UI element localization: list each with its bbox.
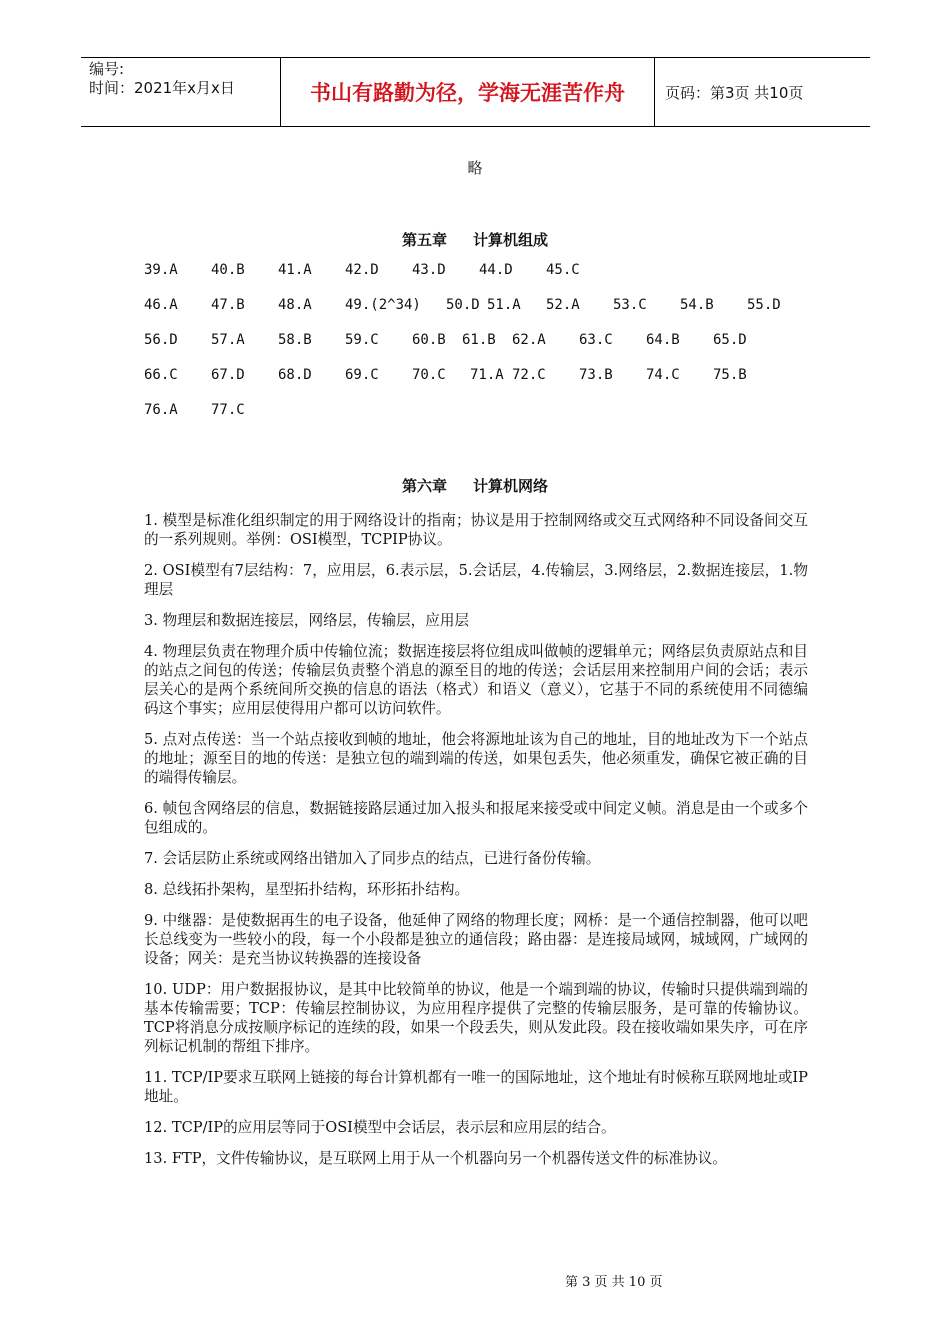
answer: 70.C xyxy=(412,367,446,383)
chapter5-title xyxy=(0,229,950,250)
qa-item: 11. TCP/IP要求互联网上链接的每台计算机都有一唯一的国际地址，这个地址有时候称互联网地址或IP地址。 xyxy=(144,1069,809,1105)
qa-item: 1. 模型是标准化组织制定的用于网络设计的指南；协议是用于控制网络或交互式网络种不同设备间交互的一系列规则。举例：OSI模型，TCPIP协议。 xyxy=(144,512,808,548)
answer: 55.D xyxy=(747,297,781,313)
answer: 64.B xyxy=(646,332,680,348)
qa-item: 5. 点对点传送：当一个站点接收到帧的地址，他会将源地址该为自己的地址，目的地址改为下一个站点的地址；源至目的地的传送：是独立包的端到端的传送，如果包丢失，他必须重发，确保它被正确的目的端得传输层。 xyxy=(144,731,808,786)
chapter5-name: 计算机组成 xyxy=(473,231,549,249)
answer: 58.B xyxy=(278,332,312,348)
answer: 65.D xyxy=(713,332,747,348)
qa-item: 7. 会话层防止系统或网络出错加入了同步点的结点，已进行备份传输。 xyxy=(144,850,601,867)
qa-item: 8. 总线拓扑架构，星型拓扑结构，环形拓扑结构。 xyxy=(144,881,470,898)
answer: 61.B xyxy=(462,332,496,348)
answer: 66.C xyxy=(144,367,178,383)
answer: 52.A xyxy=(546,297,580,313)
chapter6-title xyxy=(0,475,950,496)
answer: 75.B xyxy=(713,367,747,383)
footer-page-number: 第 3 页 共 10 页 xyxy=(565,1275,663,1290)
answer: 45.C xyxy=(546,262,580,278)
qa-item: 4. 物理层负责在物理介质中传输位流；数据连接层将位组成叫做帧的逻辑单元；网络层负责原站点和目的站点之间包的传送；传输层负责整个消息的源至目的地的传送；会话层用来控制用户间的会话；表示层关心的是两个系统间所交换的信息的语法（格式）和语义（意义），它基于不同的系统使用不同德编码这个事实；应用层使得用户都可以访问软件。 xyxy=(144,643,808,717)
answer: 39.A xyxy=(144,262,178,278)
answer: 46.A xyxy=(144,297,178,313)
answer: 76.A xyxy=(144,402,178,418)
number-label: 编号: xyxy=(89,60,125,78)
answer: 44.D xyxy=(479,262,513,278)
chapter6-number: 第六章 xyxy=(401,477,447,495)
answer: 56.D xyxy=(144,332,178,348)
qa-item: 3. 物理层和数据连接层，网络层，传输层，应用层 xyxy=(144,612,470,629)
answer: 62.A xyxy=(512,332,546,348)
answer: 71.A xyxy=(470,367,504,383)
answer-row xyxy=(144,297,824,332)
header-meta xyxy=(81,58,281,126)
answer-row xyxy=(144,262,824,297)
qa-item: 2. OSI模型有7层结构：7，应用层，6.表示层，5.会话层，4.传输层，3.网络层，2.数据连接层，1.物理层 xyxy=(144,562,808,598)
answer: 73.B xyxy=(579,367,613,383)
page-header xyxy=(81,57,870,127)
answer: 41.A xyxy=(278,262,312,278)
answer: 53.C xyxy=(613,297,647,313)
answer: 60.B xyxy=(412,332,446,348)
answer: 69.C xyxy=(345,367,379,383)
answer: 50.D xyxy=(446,297,480,313)
answer: 51.A xyxy=(487,297,521,313)
qa-item: 10. UDP：用户数据报协议，是其中比较简单的协议，他是一个端到端的协议，传输时只提供端到端的基本传输需要；TCP：传输层控制协议，为应用程序提供了完整的传输层服务，是可靠的传输协议。TCP将消息分成按顺序标记的连续的段，如果一个段丢失，则从发此段。段在接收端如果失序，可在序列标记机制的帮组下排序。 xyxy=(144,981,808,1055)
answer: 42.D xyxy=(345,262,379,278)
answer-row xyxy=(144,332,824,367)
answer: 72.C xyxy=(512,367,546,383)
answer: 77.C xyxy=(211,402,245,418)
omitted-note: 略 xyxy=(467,159,483,177)
answer-row xyxy=(144,402,824,437)
qa-item: 12. TCP/IP的应用层等同于OSI模型中会话层，表示层和应用层的结合。 xyxy=(144,1119,616,1136)
answer: 40.B xyxy=(211,262,245,278)
answer: 67.D xyxy=(211,367,245,383)
answer: 68.D xyxy=(278,367,312,383)
answer: 63.C xyxy=(579,332,613,348)
chapter6-name: 计算机网络 xyxy=(473,477,549,495)
answer: 57.A xyxy=(211,332,245,348)
header-page-info: 页码：第3页 共10页 xyxy=(665,83,804,102)
qa-item: 9. 中继器：是使数据再生的电子设备，他延伸了网络的物理长度；网桥：是一个通信控制器，他可以吧长总线变为一些较小的段，每一个小段都是独立的通信段；路由器：是连接局域网，城域网，广域网的设备；网关：是充当协议转换器的连接设备 xyxy=(144,912,808,967)
qa-item: 6. 帧包含网络层的信息，数据链接路层通过加入报头和报尾来接受或中间定义帧。消息是由一个或多个包组成的。 xyxy=(144,800,808,836)
answer: 47.B xyxy=(211,297,245,313)
chapter5-answers xyxy=(144,262,824,437)
header-motto: 书山有路勤为径，学海无涯苦作舟 xyxy=(281,58,655,126)
answer: 49.(2^34) xyxy=(345,297,421,313)
answer: 54.B xyxy=(680,297,714,313)
answer: 48.A xyxy=(278,297,312,313)
answer: 59.C xyxy=(345,332,379,348)
answer: 74.C xyxy=(646,367,680,383)
chapter5-number: 第五章 xyxy=(401,231,447,249)
answer: 43.D xyxy=(412,262,446,278)
chapter6-answers xyxy=(144,511,808,1180)
answer-row xyxy=(144,367,824,402)
time-label: 时间：2021年x月x日 xyxy=(89,79,235,97)
qa-item: 13. FTP，文件传输协议，是互联网上用于从一个机器向另一个机器传送文件的标准协议。 xyxy=(144,1150,727,1167)
